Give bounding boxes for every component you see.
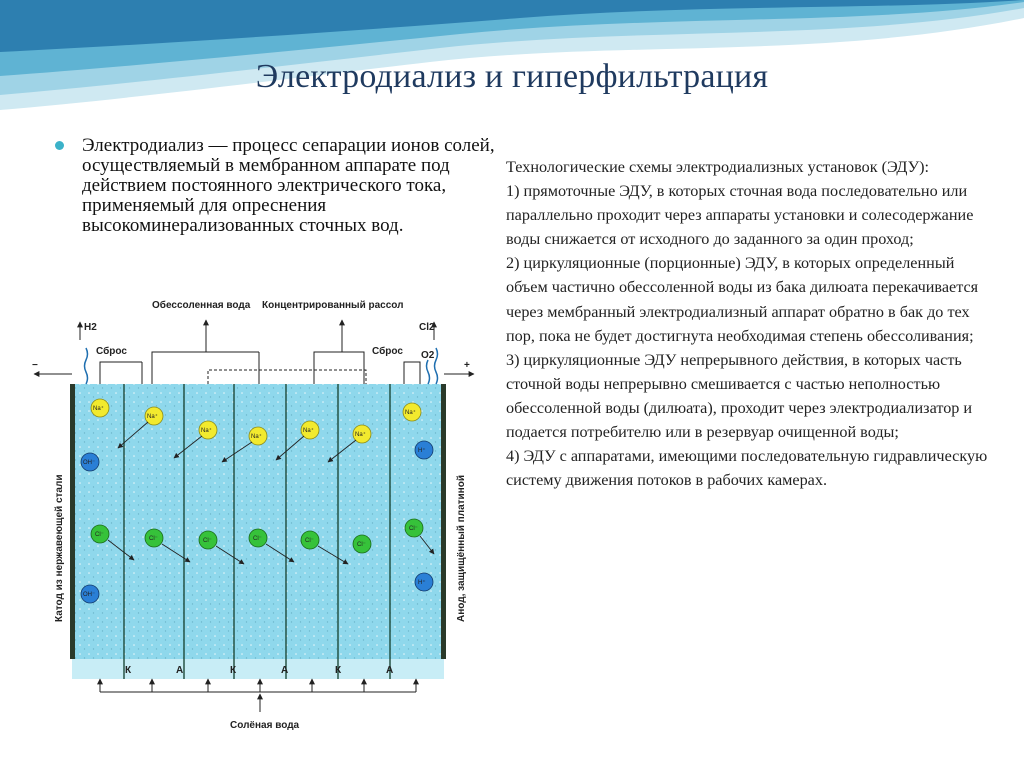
membrane-label-5: К [335, 665, 342, 676]
anode-electrode [441, 384, 446, 659]
discharge-right-label: Сброс [372, 346, 403, 357]
membrane-label-1: К [125, 665, 132, 676]
brine-label: Концентрированный рассол [262, 300, 404, 311]
bullet-marker [55, 141, 64, 150]
svg-text:OH⁻: OH⁻ [83, 592, 96, 598]
schemes-block [506, 155, 998, 492]
svg-text:Na⁺: Na⁺ [147, 414, 158, 420]
salt-water-label: Солёная вода [230, 720, 300, 731]
svg-text:OH⁻: OH⁻ [83, 460, 96, 466]
cathode-electrode [70, 384, 75, 659]
svg-text:Cl⁻: Cl⁻ [203, 538, 212, 544]
svg-text:Na⁺: Na⁺ [405, 410, 416, 416]
discharge-pipes [100, 362, 420, 384]
h2-label: H2 [84, 322, 97, 333]
electrodialysis-diagram [24, 292, 476, 742]
slide-title: Электродиализ и гиперфильтрация [255, 58, 769, 95]
svg-text:Cl⁻: Cl⁻ [253, 536, 262, 542]
svg-text:Cl⁻: Cl⁻ [409, 526, 418, 532]
svg-text:Na⁺: Na⁺ [251, 434, 262, 440]
svg-text:Na⁺: Na⁺ [355, 432, 366, 438]
svg-text:H⁺: H⁺ [418, 580, 426, 586]
output-pipes [152, 320, 366, 384]
desalted-water-label: Обессоленная вода [152, 300, 251, 311]
scheme-item-4: 4) ЭДУ с аппаратами, имеющими последовательную гидравлическую систему движения потоков в рабочих камерах. [506, 447, 988, 490]
svg-text:Cl⁻: Cl⁻ [305, 538, 314, 544]
svg-text:H⁺: H⁺ [418, 448, 426, 454]
o2-label: O2 [421, 350, 435, 361]
membrane-label-4: А [281, 665, 289, 676]
svg-text:Na⁺: Na⁺ [93, 406, 104, 412]
schemes-heading: Технологические схемы электродиализных установок (ЭДУ): [506, 158, 929, 176]
svg-text:Cl⁻: Cl⁻ [149, 536, 158, 542]
discharge-left-label: Сброс [96, 346, 127, 357]
anode-label: Анод, защищённый платиной [456, 475, 467, 622]
svg-text:Na⁺: Na⁺ [201, 428, 212, 434]
inlet-pipes [100, 679, 416, 712]
minus-sign: − [32, 360, 38, 371]
scheme-item-2: 2) циркуляционные (порционные) ЭДУ, в которых определенный объем частично обессоленной воды из бака дилюата перекачивается через мембранный электродиализный аппарат обратно в бак до тех пор, пока не будет достигнута необходимая степень обессоливания; [506, 254, 979, 345]
membrane-label-2: А [176, 665, 184, 676]
svg-text:Cl⁻: Cl⁻ [357, 542, 366, 548]
scheme-item-3: 3) циркуляционные ЭДУ непрерывного действия, в которых часть сточной воды непрерывно смешивается с частью неполностью обессоленной воды (дилюата), проходит через электродиализатор и подается потребителю или в резервуар очищенной воды; [506, 350, 973, 442]
cl2-label: Cl2 [419, 322, 435, 333]
plus-sign: + [464, 360, 470, 371]
cathode-label: Катод из нержавеющей стали [54, 474, 65, 622]
membrane-label-3: К [230, 665, 237, 676]
definition-text: Электродиализ — процесс сепарации ионов солей, осуществляемый в мембранном аппарате под действием постоянного электрического тока, применяемый для опреснения высокоминерализованных сточных вод. [82, 135, 495, 236]
scheme-item-1: 1) прямоточные ЭДУ, в которых сточная вода последовательно или параллельно проходит через аппараты установки и солесодержание воды снижается от исходного до заданного за один проход; [506, 182, 974, 249]
svg-text:Na⁺: Na⁺ [303, 428, 314, 434]
membrane-label-6: А [386, 665, 394, 676]
svg-text:Cl⁻: Cl⁻ [95, 532, 104, 538]
